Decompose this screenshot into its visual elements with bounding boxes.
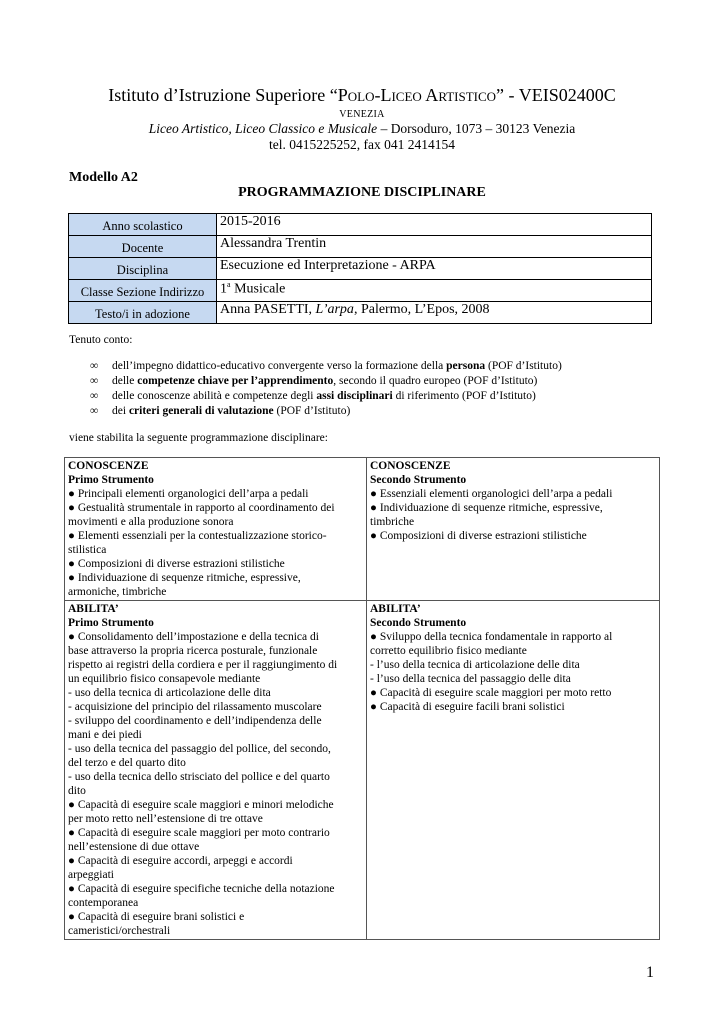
cell-line: ● Capacità di eseguire scale maggiori per moto retto bbox=[370, 687, 612, 699]
cell-line: - acquisizione del principio del rilassamento muscolare bbox=[68, 701, 322, 713]
cell-line: - uso della tecnica di articolazione delle dita bbox=[68, 687, 271, 699]
info-row bbox=[69, 258, 652, 280]
cell-line: del terzo e del quarto dito bbox=[68, 757, 186, 769]
abilita-secondo-cell bbox=[367, 601, 660, 940]
table-row bbox=[65, 458, 660, 601]
cell-line: nell’estensione di due ottave bbox=[68, 841, 200, 853]
info-row bbox=[69, 214, 652, 236]
cell-line: armoniche, timbriche bbox=[68, 586, 167, 598]
info-value: Esecuzione ed Interpretazione - ARPA bbox=[217, 258, 652, 280]
info-label: Docente bbox=[69, 236, 217, 258]
school-title: Istituto d’Istruzione Superiore “POLO-LICEO ARTISTICO” - VEIS02400C bbox=[108, 85, 616, 105]
cell-line: - uso della tecnica dello strisciato del pollice e del quarto bbox=[68, 771, 330, 783]
cell-line: cameristici/orchestrali bbox=[68, 925, 171, 937]
table-row bbox=[65, 601, 660, 940]
cell-line: ● Capacità di eseguire specifiche tecniche della notazione bbox=[68, 883, 335, 895]
section-heading: ABILITA’ bbox=[370, 603, 421, 615]
cell-line: - sviluppo del coordinamento e dell’indipendenza delle bbox=[68, 715, 322, 727]
document-title: PROGRAMMAZIONE DISCIPLINARE bbox=[238, 185, 486, 200]
cell-line: - l’uso della tecnica del passaggio delle dita bbox=[370, 673, 571, 685]
cell-line: ● Capacità di eseguire facili brani solistici bbox=[370, 701, 565, 713]
cell-line: timbriche bbox=[370, 516, 415, 528]
model-label: Modello A2 bbox=[69, 170, 138, 185]
info-value: Anna PASETTI, L’arpa, Palermo, L’Epos, 2008 bbox=[217, 302, 652, 324]
cell-line: contemporanea bbox=[68, 897, 139, 909]
conoscenze-secondo-cell bbox=[367, 458, 660, 601]
school-header bbox=[0, 84, 724, 153]
intro-sentence: viene stabilita la seguente programmazione disciplinare: bbox=[69, 432, 328, 444]
list-item: ∞ delle competenze chiave per l’apprendimento, secondo il quadro europeo (POF d’Istituto) bbox=[90, 375, 538, 387]
program-table bbox=[64, 457, 660, 940]
info-label: Anno scolastico bbox=[69, 214, 217, 236]
cell-line: ● Individuazione di sequenze ritmiche, espressive, bbox=[370, 502, 603, 514]
cell-line: movimenti e alla produzione sonora bbox=[68, 516, 234, 528]
cell-line: dito bbox=[68, 785, 86, 797]
info-row bbox=[69, 302, 652, 324]
cell-line: - l’uso della tecnica di articolazione delle dita bbox=[370, 659, 580, 671]
cell-line: arpeggiati bbox=[68, 869, 114, 881]
cell-line: - uso della tecnica del passaggio del pollice, del secondo, bbox=[68, 743, 331, 755]
section-subheading: Primo Strumento bbox=[68, 617, 154, 629]
cell-line: base attraverso la propria ricerca posturale, funzionale bbox=[68, 645, 318, 657]
section-heading: ABILITA’ bbox=[68, 603, 119, 615]
cell-line: ● Capacità di eseguire brani solistici e bbox=[68, 911, 245, 923]
cell-line: ● Gestualità strumentale in rapporto al coordinamento dei bbox=[68, 502, 335, 514]
cell-line: ● Individuazione di sequenze ritmiche, espressive, bbox=[68, 572, 301, 584]
info-table bbox=[68, 213, 652, 324]
cell-line: ● Essenziali elementi organologici dell’arpa a pedali bbox=[370, 488, 613, 500]
info-value: 2015-2016 bbox=[217, 214, 652, 236]
cell-line: ● Composizioni di diverse estrazioni stilistiche bbox=[370, 530, 587, 542]
page-number: 1 bbox=[646, 964, 654, 981]
cell-line: ● Capacità di eseguire accordi, arpeggi e accordi bbox=[68, 855, 293, 867]
section-subheading: Secondo Strumento bbox=[370, 474, 467, 486]
school-address: Liceo Artistico, Liceo Classico e Musicale – Dorsoduro, 1073 – 30123 Venezia bbox=[148, 121, 576, 136]
cell-line: corretto equilibrio fisico mediante bbox=[370, 645, 527, 657]
cell-line: ● Consolidamento dell’impostazione e della tecnica di bbox=[68, 631, 319, 643]
cell-line: ● Sviluppo della tecnica fondamentale in rapporto al bbox=[370, 631, 613, 643]
infinity-bullet-icon: ∞ bbox=[90, 360, 99, 372]
cell-line: stilistica bbox=[68, 544, 107, 556]
info-row bbox=[69, 236, 652, 258]
info-value: Alessandra Trentin bbox=[217, 236, 652, 258]
abilita-primo-cell bbox=[65, 601, 367, 940]
info-label: Testo/i in adozione bbox=[69, 302, 217, 324]
cell-line: ● Principali elementi organologici dell’arpa a pedali bbox=[68, 488, 309, 500]
info-label: Disciplina bbox=[69, 258, 217, 280]
infinity-bullet-icon: ∞ bbox=[90, 390, 99, 402]
info-value: 1$^a$ Musicale bbox=[217, 280, 652, 302]
list-item: ∞ dell’impegno didattico-educativo convergente verso la formazione della persona (POF d’Istituto) bbox=[90, 360, 562, 372]
cell-line: mani e dei piedi bbox=[68, 729, 142, 741]
criteria-list bbox=[90, 359, 562, 419]
cell-line: ● Capacità di eseguire scale maggiori per moto contrario bbox=[68, 827, 330, 839]
info-label: Classe Sezione Indirizzo bbox=[69, 280, 217, 302]
cell-line: un equilibrio fisico consapevole mediante bbox=[68, 673, 261, 685]
section-heading: CONOSCENZE bbox=[370, 460, 451, 472]
cell-line: rispetto ai registri della cordiera e per il raggiungimento di bbox=[68, 659, 338, 671]
school-contacts: tel. 0415225252, fax 041 2414154 bbox=[269, 137, 455, 152]
list-item: ∞ dei criteri generali di valutazione (POF d’Istituto) bbox=[90, 405, 351, 417]
info-row bbox=[69, 280, 652, 302]
conoscenze-primo-cell bbox=[65, 458, 367, 601]
infinity-bullet-icon: ∞ bbox=[90, 375, 99, 387]
list-item: ∞ delle conoscenze abilità e competenze degli assi disciplinari di riferimento (POF d’Istituto) bbox=[90, 390, 536, 402]
section-subheading: Primo Strumento bbox=[68, 474, 154, 486]
infinity-bullet-icon: ∞ bbox=[90, 405, 99, 417]
tenuto-conto-label: Tenuto conto: bbox=[69, 334, 133, 346]
school-city: VENEZIA bbox=[339, 109, 385, 120]
section-heading: CONOSCENZE bbox=[68, 460, 149, 472]
section-subheading: Secondo Strumento bbox=[370, 617, 467, 629]
cell-line: ● Capacità di eseguire scale maggiori e minori melodiche bbox=[68, 799, 334, 811]
cell-line: ● Elementi essenziali per la contestualizzazione storico- bbox=[68, 530, 327, 542]
cell-line: per moto retto nell’estensione di tre ottave bbox=[68, 813, 263, 825]
cell-line: ● Composizioni di diverse estrazioni stilistiche bbox=[68, 558, 285, 570]
